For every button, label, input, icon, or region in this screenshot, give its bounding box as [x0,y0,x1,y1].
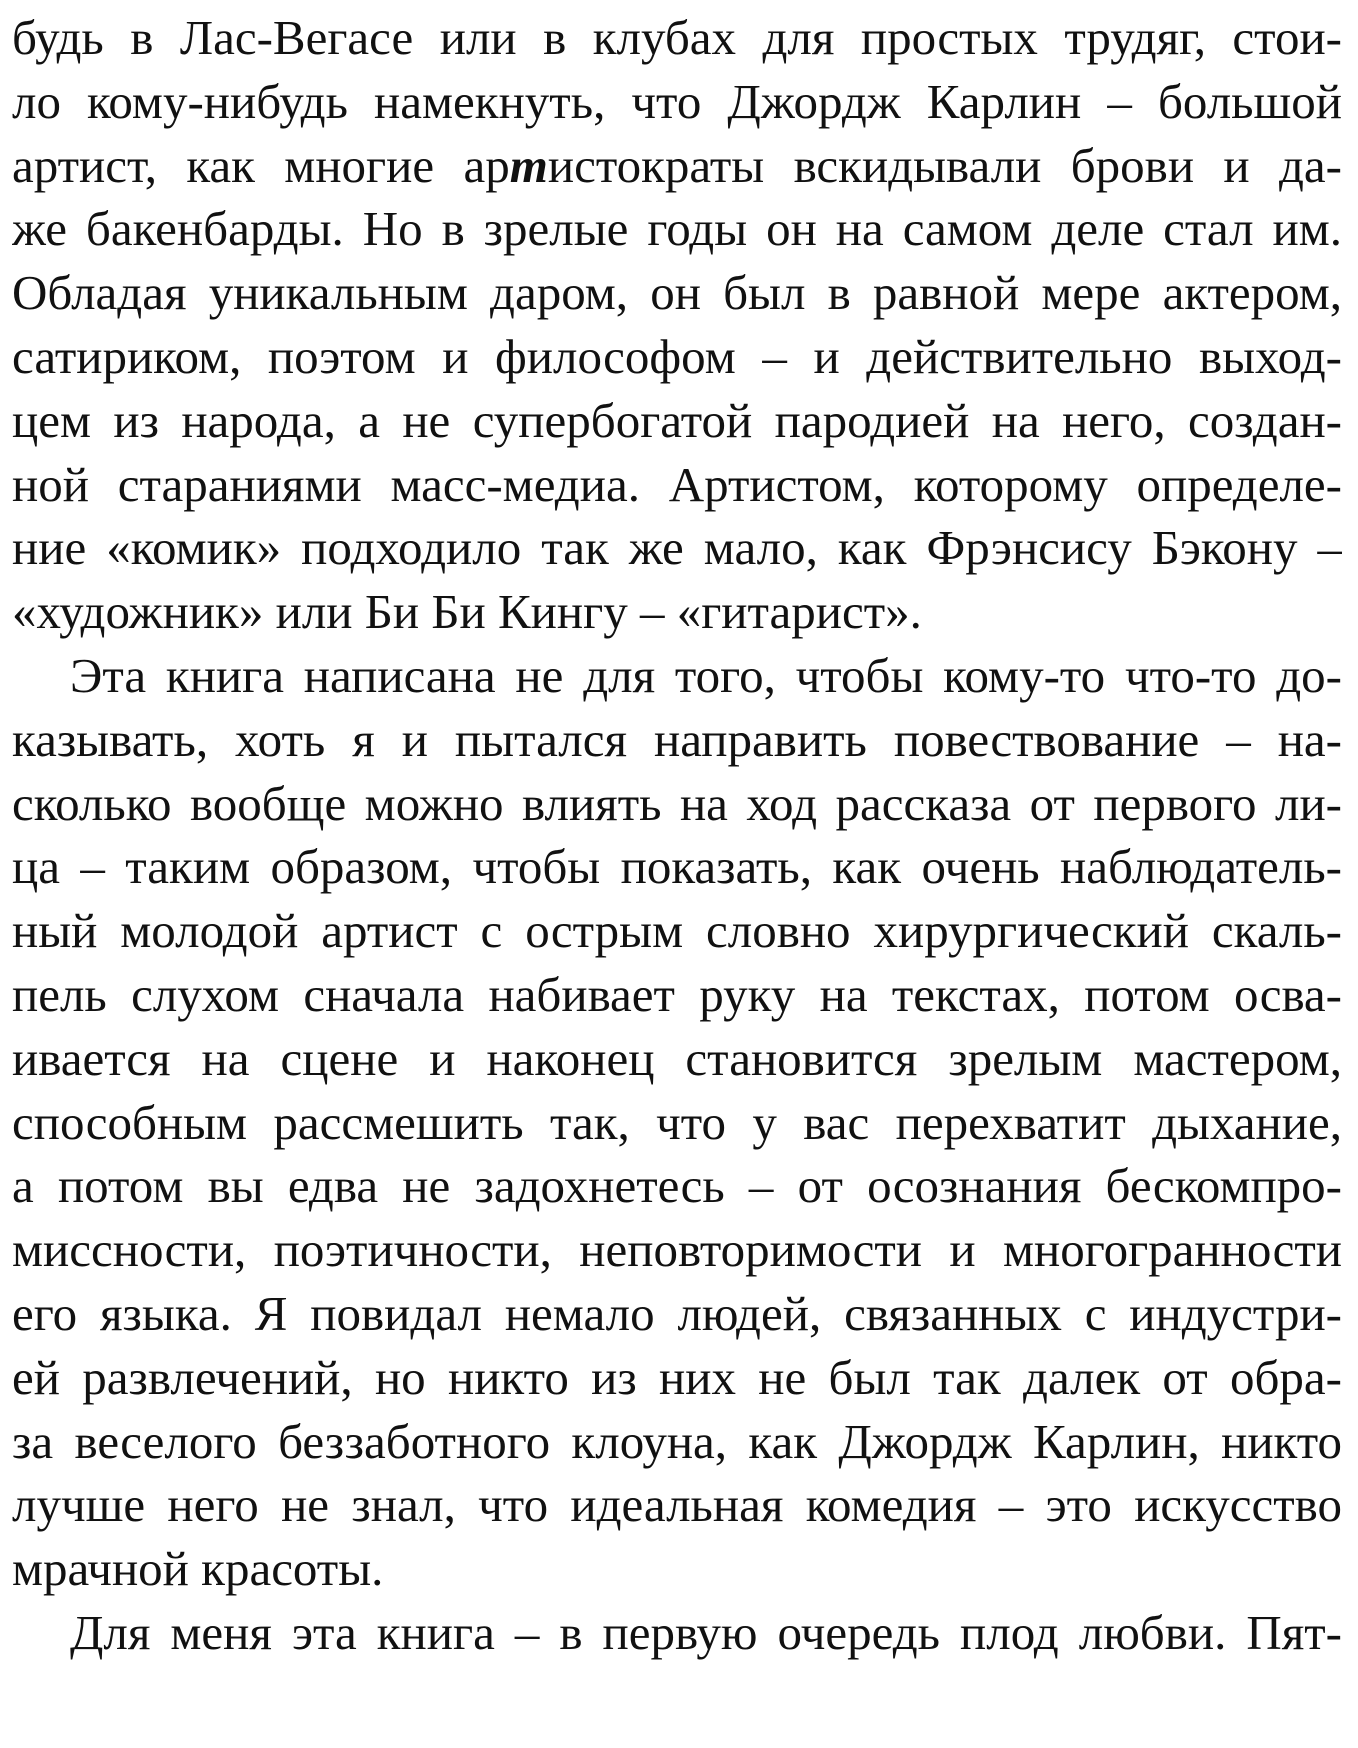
text-line: Обладая уникальным даром, он был в равной мере актером, [12,265,1342,321]
text-line: способным рассмешить так, что у вас перехватит дыхание, [12,1094,1342,1150]
text-line: ца – таким образом, чтобы показать, как очень наблюдатель- [12,839,1342,895]
paragraph-end-line: «художник» или Би Би Кингу – «гитарист». [12,584,922,640]
text-line: казывать, хоть я и пытался направить повествование – на- [12,711,1342,767]
text-line: ние «комик» подходило так же мало, как Фрэнсису Бэкону – [12,520,1342,576]
emphasized-letter: т [509,137,548,193]
text-line: будь в Лас-Вегасе или в клубах для простых трудяг, стои- [12,10,1342,65]
text-line: же бакенбарды. Но в зрелые годы он на самом деле стал им. [12,201,1342,257]
book-page [12,6,1342,1665]
text-fragment: истократы вскидывали брови и да- [547,137,1342,193]
text-fragment: артист, как многие ар [12,137,510,193]
text-line: ный молодой артист с острым словно хирургический скаль- [12,903,1342,959]
text-line: цем из народа, а не супербогатой пародией на него, создан- [12,392,1342,448]
text-line: ивается на сцене и наконец становится зрелым мастером, [12,1030,1342,1086]
text-line: лучше него не знал, что идеальная комедия – это искусство [12,1477,1342,1533]
text-line: миссности, поэтичности, неповторимости и многогранности [12,1222,1342,1278]
text-line: ной стараниями масс-медиа. Артистом, которому определе- [12,456,1342,512]
text-line: сатириком, поэтом и философом – и действительно выход- [12,328,1342,384]
text-line: ло кому-нибудь намекнуть, что Джордж Карлин – большой [12,73,1342,129]
text-line: его языка. Я повидал немало людей, связанных с индустри- [12,1285,1342,1341]
text-line: сколько вообще можно влиять на ход рассказа от первого ли- [12,775,1342,831]
text-line: а потом вы едва не задохнетесь – от осознания бескомпро- [12,1158,1342,1214]
paragraph-start-line: Для меня эта книга – в первую очередь плод любви. Пят- [70,1604,1342,1660]
paragraph-start-line: Эта книга написана не для того, чтобы кому-то что-то до- [70,647,1342,703]
text-line: за веселого беззаботного клоуна, как Джордж Карлин, никто [12,1413,1342,1469]
text-line: пель слухом сначала набивает руку на текстах, потом осва- [12,966,1342,1022]
text-line [12,134,1342,198]
paragraph-end-line: мрачной красоты. [12,1541,384,1597]
text-line: ей развлечений, но никто из них не был так далек от обра- [12,1349,1342,1405]
